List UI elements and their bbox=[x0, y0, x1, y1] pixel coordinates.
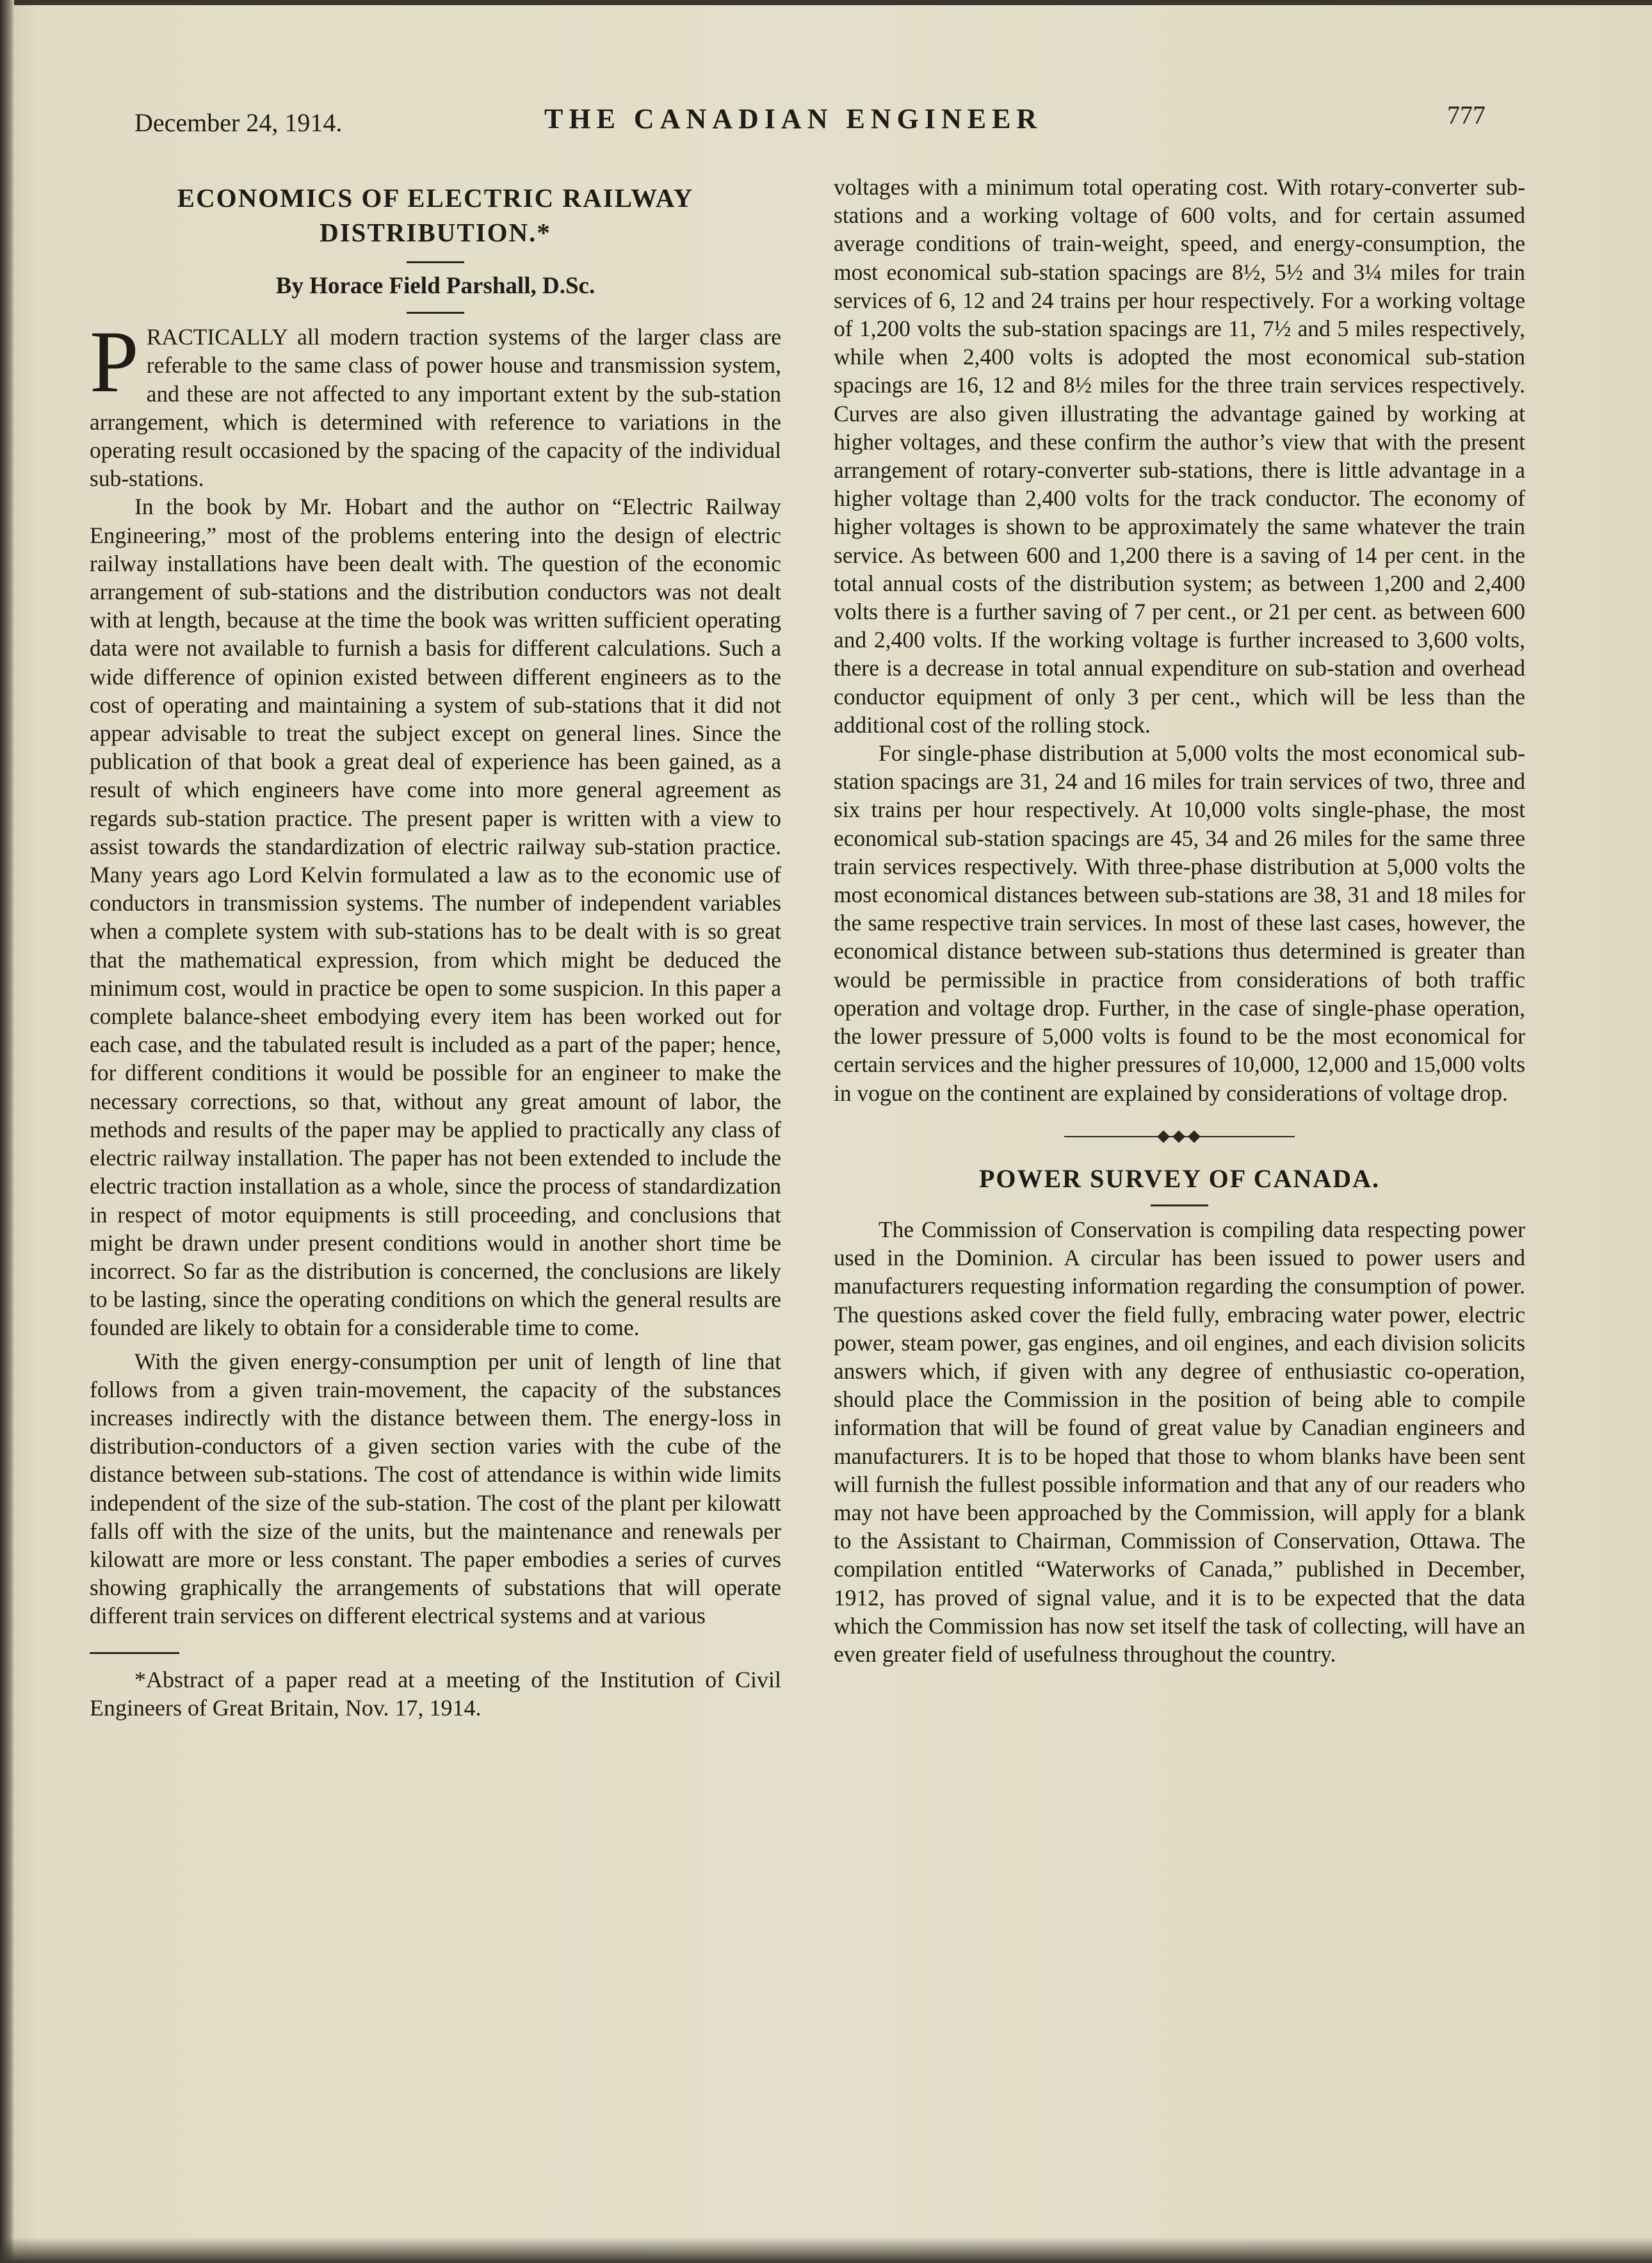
paragraph-5: For single-phase distribution at 5,000 volts the most economical sub-station spacings are 31, 24 and 16 miles for train services of two, three and six trains per hour respectively. At 10,000 volts single-phase, the most economical sub-station spacings are 45, 34 and 26 miles for the same three train services respectively. With three-phase distribution at 5,000 volts the most economical distances between sub-stations are 38, 31 and 18 miles for the same respective train services. In most of these last cases, however, the economical distance between sub-stations thus determined is greater than would be permissible in practice from considerations of both traffic operation and voltage drop. Further, in the case of single-phase operation, the lower pressure of 5,000 volts is found to be the most economical for certain services and the higher pressures of 10,000, 12,000 and 15,000 volts in vogue on the continent are explained by considerations of voltage drop. bbox=[834, 740, 1525, 1106]
byline: By Horace Field Parshall, D.Sc. bbox=[275, 273, 595, 299]
section-title: POWER SURVEY OF CANADA. bbox=[978, 1164, 1381, 1193]
footnote-rule bbox=[90, 1652, 179, 1654]
issue-date: December 24, 1914. bbox=[134, 108, 343, 137]
drop-cap: P bbox=[90, 312, 139, 411]
paragraph-4: voltages with a minimum total operating cost. With rotary-converter sub-stations and a working voltage of 600 volts, and for certain assumed average conditions of train-weight, speed, and energy-consumption, the most economical sub-station spacings are 8½, 5½ and 3¼ miles for train services of 6, 12 and 24 trains per hour respectively. For a working voltage of 1,200 volts the sub-station spacings are 11, 7½ and 5 miles respectively, while when 2,400 volts is adopted the most economical sub-station spacings are 16, 12 and 8½ miles for the three train services respectively. Curves are also given illustrating the advantage gained by working at higher voltages, and these confirm the author’s view that with the present arrangement of rotary-converter sub-stations, there is little advantage in a higher voltage than 2,400 volts for the track conductor. The economy of higher voltages is shown to be approximately the same whatever the train service. As between 600 and 1,200 there is a saving of 14 per cent. in the total annual costs of the distribution system; as between 1,200 and 2,400 volts there is a further saving of 7 per cent., or 21 per cent. as between 600 and 2,400 volts. If the working voltage is further increased to 3,600 volts, there is a decrease in total annual expenditure on sub-station and overhead conductor equipment of only 3 per cent., which will be less than the additional cost of the rolling stock. bbox=[834, 174, 1525, 738]
section-title-rule bbox=[1151, 1204, 1208, 1206]
power-survey-paragraph: The Commission of Conservation is compiling data respecting power used in the Dominion. A circular has been issued to power users and manufacturers requesting information regarding the consumption of power. The questions asked cover the field fully, embracing water power, electric power, steam power, gas engines, and oil engines, and each division solicits answers which, if given with any degree of enthusiastic co-operation, should place the Commission in the position of being able to compile information that will be found of great value by Canadian engineers and manufacturers. It is to be hoped that those to whom blanks have been sent will furnish the fullest possible information and that any of our readers who may not have been approached by the Commission, will apply for a blank to the Assistant to Chairman, Commission of Conservation, Ottawa. The compilation entitled “Waterworks of Canada,” published in December, 1912, has proved of signal value, and it is to be expected that the data which the Commission has now set itself the task of collecting, will have an even greater field of usefulness throughout the country. bbox=[834, 1216, 1525, 1667]
article-title-line2: DISTRIBUTION.* bbox=[320, 218, 551, 247]
ornament-diamond-center bbox=[1172, 1130, 1185, 1143]
page-number: 777 bbox=[1447, 101, 1486, 129]
article-title-line1: ECONOMICS OF ELECTRIC RAILWAY bbox=[177, 183, 694, 213]
paragraph-2: In the book by Mr. Hobart and the author on “Electric Railway Engineering,” most of the problems entering into the design of electric railway installations have been dealt with. The question of the economic arrangement of sub-stations and the distribution conductors was not dealt with at length, because at the time the book was written sufficient operating data were not available to furnish a basis for different calculations. Such a wide difference of opinion existed between different engineers as to the cost of operating and maintaining a system of sub-stations that it did not appear advisable to treat the subject except on general lines. Since the publication of that book a great deal of experience has been gained, as a result of which engineers have come into more general agreement as regards sub-station practice. The present paper is written with a view to assist towards the standardization of electric railway sub-station practice. Many years ago Lord Kelvin formulated a law as to the economic use of conductors in transmission systems. The number of independent variables when a complete system with sub-stations has to be dealt with is so great that the mathematical expression, from which might be deduced the minimum cost, would in practice be open to some suspicion. In this paper a complete balance-sheet embodying every item has been worked out for each case, and the tabulated result is included as a part of the paper; hence, for different conditions it would be possible for an engineer to make the necessary corrections, so that, without any great amount of labor, the methods and results of the paper may be applied to practically any class of electric railway installation. The paper has not been extended to include the electric traction installation as a whole, since the process of standardization in respect of motor equipments is still proceeding, and conclusions that might be drawn under present conditions would in another short time be incorrect. So far as the distribution is concerned, the conclusions are likely to be lasting, since the operating conditions on which the general results are founded are likely to obtain for a considerable time to come. bbox=[90, 494, 781, 1341]
left-column bbox=[90, 173, 781, 1722]
byline-rule bbox=[407, 312, 464, 314]
opening-paragraph-text: RACTICALLY all modern traction systems of the larger class are referable to the same class of power house and transmission system, and these are not affected to any important extent by the sub-station arrangement, which is determined with reference to variations in the operating result occasioned by the spacing of the capacity of the individual sub-stations. bbox=[90, 324, 781, 492]
paragraph-3: With the given energy-consumption per unit of length of line that follows from a given train-movement, the capacity of the substances increases indirectly with the distance between them. The energy-loss in distribution-conductors of a given section varies with the cube of the distance between sub-stations. The cost of attendance is within wide limits independent of the size of the sub-station. The cost of the plant per kilowatt falls off with the size of the units, but the maintenance and renewals per kilowatt are more or less constant. The paper embodies a series of curves showing graphically the arrangements of substations that will operate different train services on different electrical systems and at various bbox=[90, 1348, 781, 1629]
article-title bbox=[90, 181, 781, 250]
ornament-diamond-left bbox=[1157, 1130, 1170, 1143]
page-top-edge bbox=[0, 0, 1652, 5]
opening-paragraph bbox=[90, 312, 781, 492]
journal-title: THE CANADIAN ENGINEER bbox=[544, 103, 1043, 134]
section-ornament bbox=[1064, 1132, 1295, 1142]
footnote: *Abstract of a paper read at a meeting of the Institution of Civil Engineers of Great Britain, Nov. 17, 1914. bbox=[90, 1666, 781, 1721]
ornament-diamond-right bbox=[1188, 1130, 1201, 1143]
page-bottom-edge bbox=[0, 2237, 1652, 2263]
binding-shadow bbox=[0, 0, 14, 2263]
right-column bbox=[834, 173, 1525, 1668]
title-rule bbox=[407, 261, 464, 263]
running-head bbox=[134, 96, 1486, 141]
